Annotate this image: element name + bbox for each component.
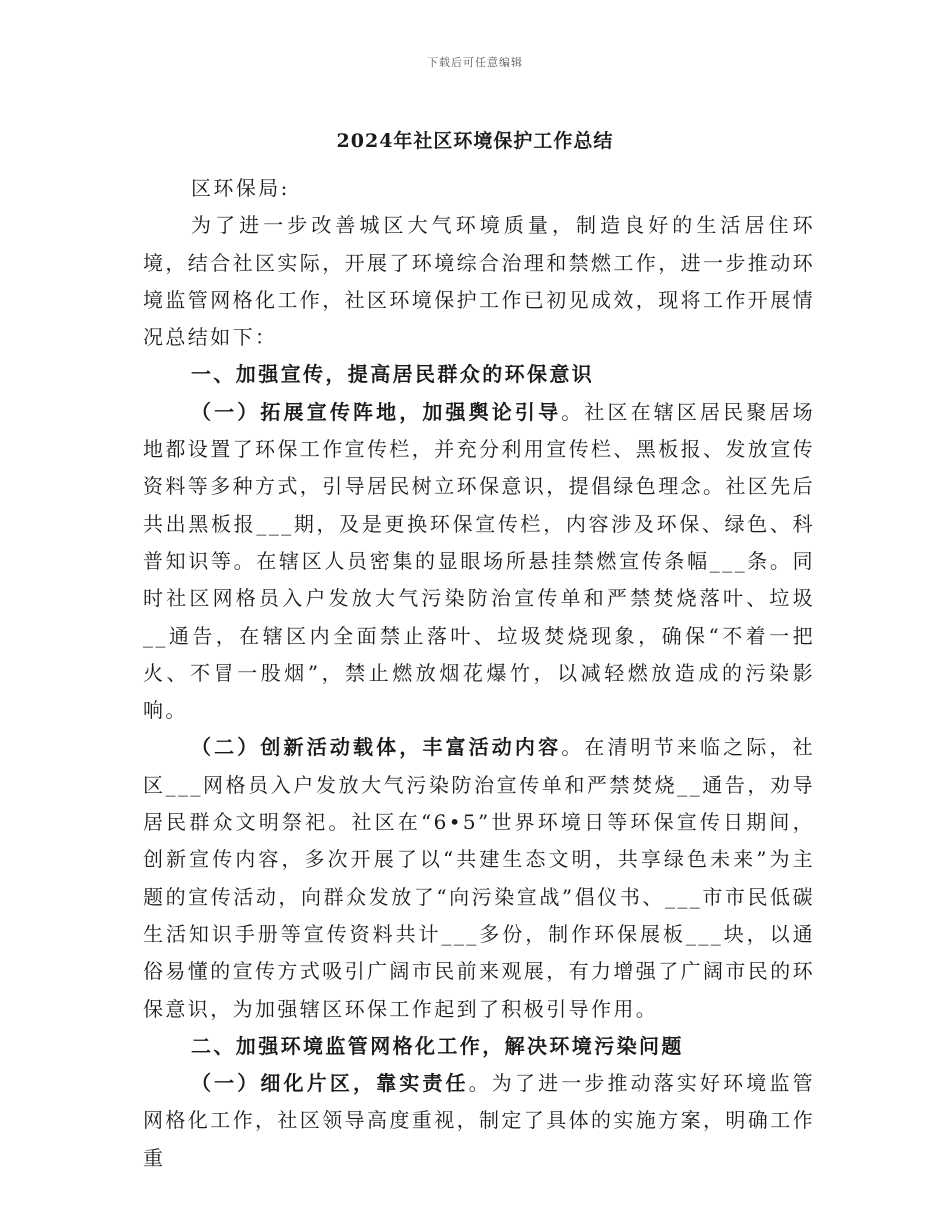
- section-1-paragraph-2-lead: （二）创新活动载体，丰富活动内容: [191, 735, 562, 760]
- section-1-paragraph-2: [143, 729, 815, 1027]
- section-1-paragraph-1: [143, 394, 815, 730]
- document-body: [143, 170, 815, 1177]
- document-title: 2024年社区环境保护工作总结: [336, 130, 614, 152]
- section-2-paragraph-1-lead: （一）细化片区，靠实责任: [191, 1071, 469, 1096]
- intro-paragraph: 为了进一步改善城区大气环境质量，制造良好的生活居住环境，结合社区实际，开展了环境综合治理和禁燃工作，进一步推动环境监管网格化工作，社区环境保护工作已初见成效，现将工作开展情况总结如下：: [143, 213, 815, 350]
- recipient-line: 区环保局:: [191, 176, 290, 200]
- section-2-paragraph-1: [143, 1065, 815, 1177]
- section-2-paragraph-1-text: 。为了进一步推动落实好环境监管网格化工作，社区领导高度重视，制定了具体的实施方案，明确工作重: [143, 1071, 815, 1170]
- section-1-paragraph-1-text: 。社区在辖区居民聚居场地都设置了环保工作宣传栏，并充分利用宣传栏、黑板报、发放宣传资料等多种方式，引导居民树立环保意识，提倡绿色理念。社区先后共出黑板报___期，及是更换环保宣传栏，内容涉及环保、绿色、科普知识等。在辖区人员密集的显眼场所悬挂禁燃宣传条幅___条。同时社区网格员入户发放大气污染防治宣传单和严禁焚烧落叶、垃圾__通告，在辖区内全面禁止落叶、垃圾焚烧现象，确保“不着一把火、不冒一股烟”，禁止燃放烟花爆竹，以减轻燃放造成的污染影响。: [143, 399, 815, 723]
- section-1-paragraph-1-lead: （一）拓展宣传阵地，加强舆论引导: [191, 399, 562, 424]
- header-note: 下载后可任意编辑: [427, 56, 523, 69]
- section-1-heading: 一、加强宣传，提高居民群众的环保意识: [191, 362, 595, 387]
- section-1-paragraph-2-text: 。在清明节来临之际，社区___网格员入户发放大气污染防治宣传单和严禁焚烧__通告，劝导居民群众文明祭祀。社区在“6•5”世界环境日等环保宣传日期间，创新宣传内容，多次开展了以“共建生态文明，共享绿色未来”为主题的宣传活动，向群众发放了“向污染宣战”倡仪书、___市市民低碳生活知识手册等宣传资料共计___多份，制作环保展板___块，以通俗易懂的宣传方式吸引广阔市民前来观展，有力增强了广阔市民的环保意识，为加强辖区环保工作起到了积极引导作用。: [143, 735, 815, 1021]
- section-2-heading: 二、加强环境监管网格化工作，解决环境污染问题: [191, 1033, 684, 1058]
